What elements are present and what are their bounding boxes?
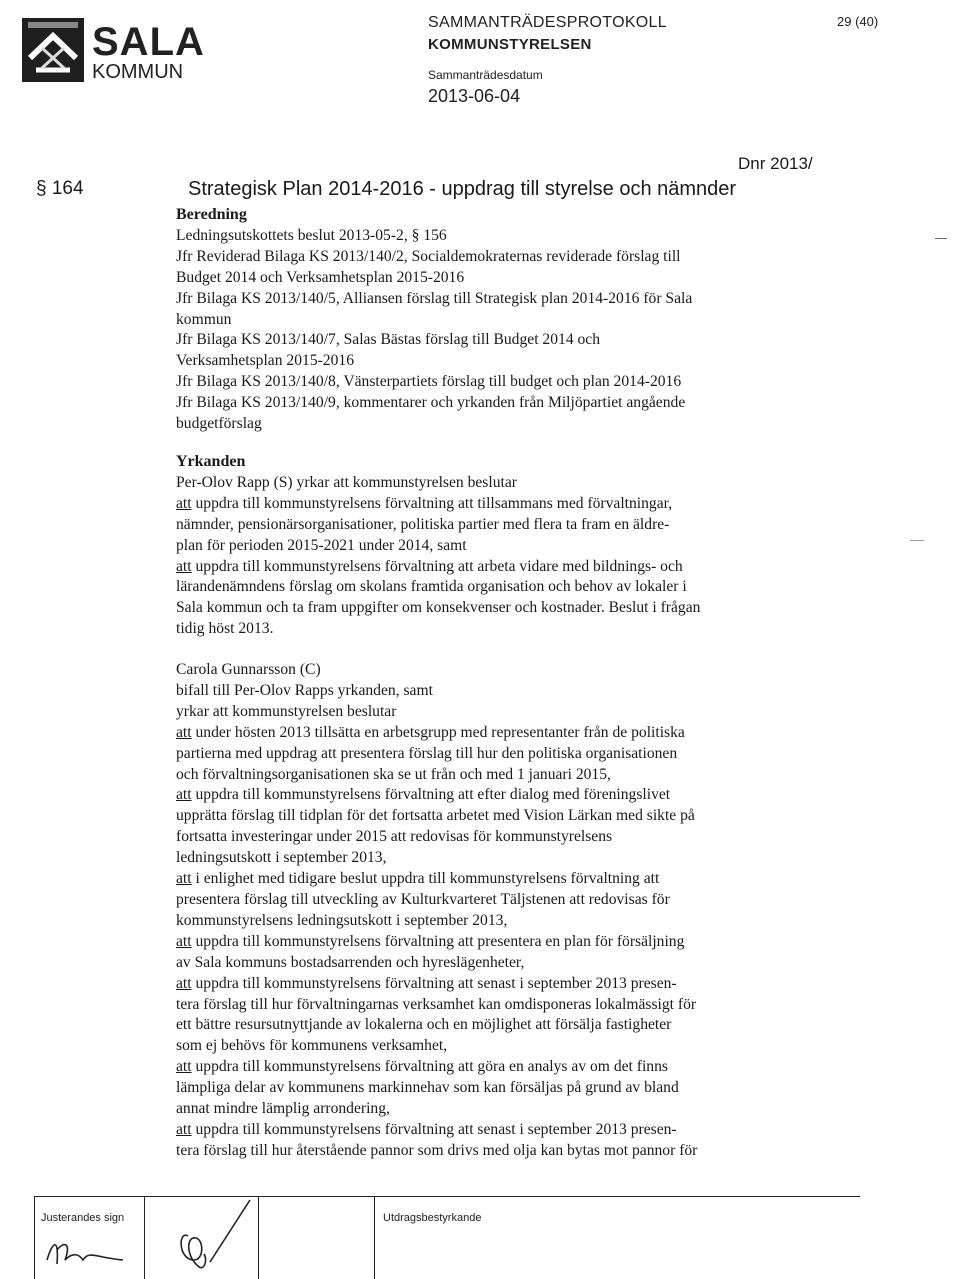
text-line [176, 494, 816, 515]
utdragsbestyrkande-box [374, 1196, 482, 1279]
line-text: plan för perioden 2015-2021 under 2014, samt [176, 536, 467, 554]
line-text: under hösten 2013 tillsätta en arbetsgrupp med representanter från de politiska [191, 723, 685, 741]
line-text: ledningsutskott i september 2013, [176, 849, 387, 867]
footer-column-divider [144, 1196, 145, 1279]
text-line [176, 765, 816, 786]
att-keyword: att [176, 1058, 192, 1076]
line-text: ett bättre resursutnyttjande av lokalerna och en möjlighet att försälja fastigheter [176, 1016, 672, 1034]
text-line [176, 744, 816, 765]
text-line [176, 577, 816, 598]
text-line [176, 995, 816, 1016]
document-type: SAMMANTRÄDESPROTOKOLL [428, 14, 667, 31]
text-line [176, 848, 816, 869]
text-line [176, 515, 816, 536]
line-text: lärandenämndens förslag om skolans framtida organisation och behov av lokaler i [176, 578, 687, 596]
text-line [176, 557, 816, 578]
line-text: uppdra till kommunstyrelsens förvaltning att presentera en plan för försäljning [191, 932, 685, 950]
text-line [176, 723, 816, 744]
logo-subtitle: KOMMUN [92, 61, 184, 83]
text-line [176, 1120, 816, 1141]
beredning-section [176, 205, 816, 435]
line-text: i enlighet med tidigare beslut uppdra till kommunstyrelsens förvaltning att [191, 870, 660, 888]
text-line [176, 598, 816, 619]
line-text: partierna med uppdrag att presentera förslag till hur den politiska organisationen [176, 744, 678, 762]
logo-title: SALA [92, 20, 205, 64]
beredning-line: budgetförslag [176, 415, 262, 433]
beredning-line: Jfr Reviderad Bilaga KS 2013/140/2, Socialdemokraternas reviderade förslag till [176, 247, 681, 265]
page-title: Strategisk Plan 2014-2016 - uppdrag till styrelse och nämnder [188, 178, 737, 200]
municipality-logo [22, 10, 212, 86]
beredning-lines [176, 226, 816, 435]
signature-2 [164, 1196, 254, 1278]
text-line [176, 1099, 816, 1120]
line-text: uppdra till kommunstyrelsens förvaltning att arbeta vidare med bildnings- och [191, 557, 683, 575]
line-text: yrkar att kommunstyrelsen beslutar [176, 702, 397, 720]
text-line [176, 869, 816, 890]
text-line [176, 619, 816, 640]
beredning-line: kommun [176, 310, 232, 328]
yrkanden-section [176, 452, 816, 640]
section-heading: Beredning [176, 206, 247, 223]
text-line [176, 827, 816, 848]
text-line [176, 536, 816, 557]
line-text: uppdra till kommunstyrelsens förvaltning att efter dialog med föreningslivet [191, 786, 671, 804]
paragraph-number: § 164 [36, 178, 84, 199]
att-keyword: att [176, 932, 192, 950]
text-line [176, 702, 816, 723]
line-text: Sala kommun och ta fram uppgifter om konsekvenser och kostnader. Beslut i frågan [176, 599, 701, 617]
yrkande-gunnarsson [176, 660, 816, 1162]
att-keyword: att [176, 557, 192, 575]
text-line [176, 785, 816, 806]
text-line [176, 911, 816, 932]
text-line [176, 1057, 816, 1078]
text-line [176, 974, 816, 995]
att-keyword: att [176, 1120, 192, 1138]
meeting-date: 2013-06-04 [428, 86, 521, 106]
line-text: kommunstyrelsens ledningsutskott i september 2013, [176, 911, 508, 929]
line-text: lämpliga delar av kommunens markinnehav som kan försäljas på grund av bland [176, 1079, 679, 1097]
page-number: 29 (40) [837, 14, 879, 29]
att-keyword: att [176, 494, 192, 512]
att-keyword: att [176, 870, 192, 888]
beredning-line: Verksamhetsplan 2015-2016 [176, 352, 354, 370]
line-text: som ej behövs för kommunens verksamhet, [176, 1037, 448, 1055]
footer-column-divider [258, 1196, 259, 1279]
beredning-line: Jfr Bilaga KS 2013/140/5, Alliansen förslag till Strategisk plan 2014-2016 för Sala [176, 289, 693, 307]
beredning-line: Ledningsutskottets beslut 2013-05-2, § 156 [176, 226, 447, 244]
section-heading: Yrkanden [176, 453, 246, 470]
signature-1 [43, 1230, 133, 1274]
text-line [176, 953, 816, 974]
text-line [176, 681, 816, 702]
line-text: tera förslag till hur återstående pannor som drivs med olja kan bytas mot pannor för [176, 1141, 698, 1159]
text-line [176, 1141, 816, 1162]
line-text: fortsatta investeringar under 2015 att redovisas för kommunstyrelsens [176, 828, 613, 846]
margin-mark [910, 540, 924, 541]
text-line [176, 890, 816, 911]
margin-mark [935, 238, 947, 239]
line-text: presentera förslag till utveckling av Kulturkvarteret Täljstenen att redovisas för [176, 890, 670, 908]
date-label: Sammanträdesdatum [428, 68, 543, 82]
line-text: bifall till Per-Olov Rapps yrkanden, samt [176, 681, 433, 699]
text-line [176, 660, 816, 681]
organ-name: KOMMUNSTYRELSEN [428, 36, 592, 53]
footer-divider [34, 1196, 860, 1197]
coat-of-arms-icon [22, 18, 84, 82]
line-text: tera förslag till hur förvaltningarnas verksamhet kan omdisponeras lokalmässigt för [176, 995, 697, 1013]
beredning-line: Budget 2014 och Verksamhetsplan 2015-2016 [176, 268, 465, 286]
text-line [176, 806, 816, 827]
att-keyword: att [176, 786, 192, 804]
justerandes-sign-box [34, 1196, 145, 1279]
text-line [176, 473, 816, 494]
beredning-line: Jfr Bilaga KS 2013/140/9, kommentarer och yrkanden från Miljöpartiet angående [176, 394, 686, 412]
line-text: uppdra till kommunstyrelsens förvaltning att göra en analys av om det finns [191, 1058, 668, 1076]
line-text: upprätta förslag till tidplan för det fortsatta arbetet med Vision Lärkan med sikte på [176, 807, 695, 825]
line-text: och förvaltningsorganisationen ska se ut från och med 1 januari 2015, [176, 765, 611, 783]
text-line [176, 1036, 816, 1057]
line-text: tidig höst 2013. [176, 620, 274, 638]
line-text: nämnder, pensionärsorganisationer, politiska partier med flera ta fram en äldre- [176, 515, 670, 533]
line-text: uppdra till kommunstyrelsens förvaltning att senast i september 2013 presen- [191, 1120, 677, 1138]
text-line [176, 1015, 816, 1036]
line-text: Per-Olov Rapp (S) yrkar att kommunstyrelsen beslutar [176, 473, 517, 491]
justerandes-label: Justerandes sign [41, 1212, 125, 1224]
yrkande-rapp [176, 473, 816, 640]
line-text: uppdra till kommunstyrelsens förvaltning att tillsammans med förvaltningar, [191, 494, 673, 512]
att-keyword: att [176, 723, 192, 741]
utdrag-label: Utdragsbestyrkande [383, 1212, 482, 1224]
line-text: annat mindre lämplig arrondering, [176, 1100, 390, 1118]
text-line [176, 932, 816, 953]
line-text: uppdra till kommunstyrelsens förvaltning att senast i september 2013 presen- [191, 974, 677, 992]
beredning-line: Jfr Bilaga KS 2013/140/8, Vänsterpartiets förslag till budget och plan 2014-2016 [176, 373, 682, 391]
dnr-number: Dnr 2013/ [738, 154, 813, 173]
text-line [176, 1078, 816, 1099]
att-keyword: att [176, 974, 192, 992]
line-text: Carola Gunnarsson (C) [176, 661, 321, 678]
line-text: av Sala kommuns bostadsarrenden och hyreslägenheter, [176, 953, 525, 971]
beredning-line: Jfr Bilaga KS 2013/140/7, Salas Bästas förslag till Budget 2014 och [176, 331, 601, 349]
